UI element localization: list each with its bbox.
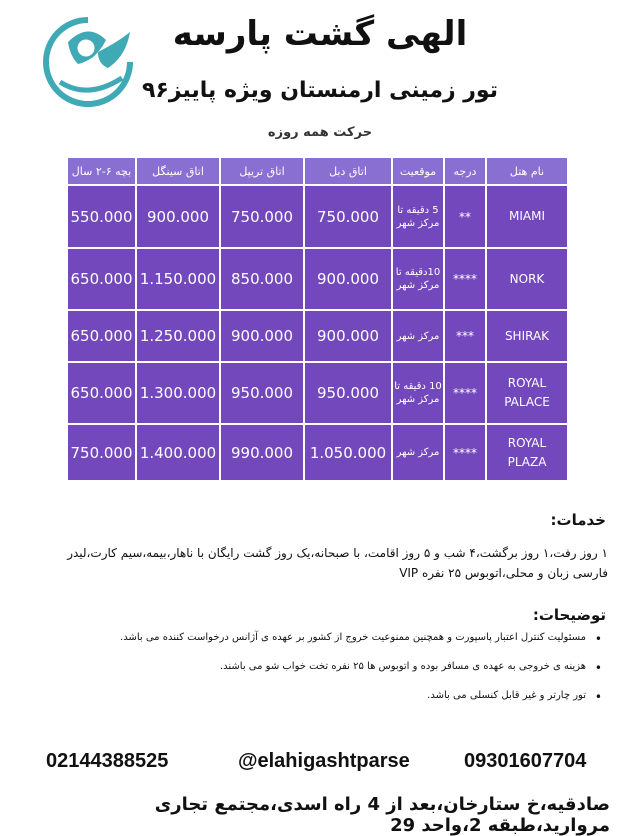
table-header-row [68,158,567,184]
list-item: • مسئولیت کنترل اعتبار پاسپورت و همچنین ممنوعیت خروج از کشور بر عهده ی آژانس درخواست کننده می باشد. [30,632,608,643]
price-child: 650.000 [68,311,135,361]
table-row [68,249,567,309]
price-double: 900.000 [305,249,391,309]
hotel-location: 10دقیقه تا مرکز شهر [393,249,443,309]
address: صادقیه،خ ستارخان،بعد از 4 راه اسدی،مجتمع تجاری مروارید،طبقه 2،واحد 29 [154,794,610,836]
hotel-name: ROYAL PALACE [487,363,567,423]
price-triple: 950.000 [221,363,303,423]
hotel-name: NORK [487,249,567,309]
hotel-stars: **** [445,249,485,309]
price-triple: 900.000 [221,311,303,361]
list-item: • هزینه ی خروجی به عهده ی مسافر بوده و اتوبوس ها ۲۵ نفره تخت خواب شو می باشند. [30,661,608,672]
phone-mobile: 09301607704 [464,750,587,772]
agency-name: الهی گشت پارسه [172,14,468,54]
notes-list [30,632,608,701]
price-table [66,156,569,482]
price-single: 1.250.000 [137,311,219,361]
instagram-handle: @elahigashtparse [238,750,410,772]
hotel-location: 10 دقیقه تا مرکز شهر [393,363,443,423]
col-double: اتاق دبل [305,158,391,184]
hotel-name: SHIRAK [487,311,567,361]
list-item: • تور چارتر و غیر قابل کنسلی می باشد. [30,690,608,701]
price-single: 1.300.000 [137,363,219,423]
hotel-location: مرکز شهر [393,311,443,361]
hotel-stars: **** [445,363,485,423]
table-row [68,425,567,480]
col-triple: اتاق تریپل [221,158,303,184]
price-single: 1.400.000 [137,425,219,480]
price-single: 900.000 [137,186,219,247]
price-child: 750.000 [68,425,135,480]
col-hotel: نام هتل [487,158,567,184]
hotel-location: 5 دقیقه تا مرکز شهر [393,186,443,247]
price-child: 650.000 [68,363,135,423]
price-double: 950.000 [305,363,391,423]
hotel-stars: **** [445,425,485,480]
col-stars: درجه [445,158,485,184]
col-child: بچه ۶-۲ سال [68,158,135,184]
phone-landline: 02144388525 [46,750,169,772]
hotel-stars: ** [445,186,485,247]
hotel-name: ROYAL PLAZA [487,425,567,480]
price-double: 1.050.000 [305,425,391,480]
services-text: ۱ روز رفت،۱ روز برگشت،۴ شب و ۵ روز اقامت، با صبحانه،یک روز گشت رایگان با ناهار،بیمه،سیم کارت،لیدر فارسی زبان و محلی،اتوبوس ۲۵ نفره VIP [67,546,608,580]
departure-note: حرکت همه روزه [267,125,373,140]
price-double: 900.000 [305,311,391,361]
table-row [68,186,567,247]
col-single: اتاق سینگل [137,158,219,184]
price-triple: 750.000 [221,186,303,247]
price-double: 750.000 [305,186,391,247]
services-title: خدمات: [550,511,606,529]
price-child: 550.000 [68,186,135,247]
hotel-stars: *** [445,311,485,361]
hotel-name: MIAMI [487,186,567,247]
tour-title: تور زمینی ارمنستان ویژه پاییز۹۶ [142,78,498,103]
col-location: موقعیت [393,158,443,184]
hotel-location: مرکز شهر [393,425,443,480]
table-row [68,363,567,423]
price-single: 1.150.000 [137,249,219,309]
price-child: 650.000 [68,249,135,309]
table-row [68,311,567,361]
price-triple: 850.000 [221,249,303,309]
price-triple: 990.000 [221,425,303,480]
notes-title: توضیحات: [532,606,606,624]
agency-logo-icon [38,12,138,112]
